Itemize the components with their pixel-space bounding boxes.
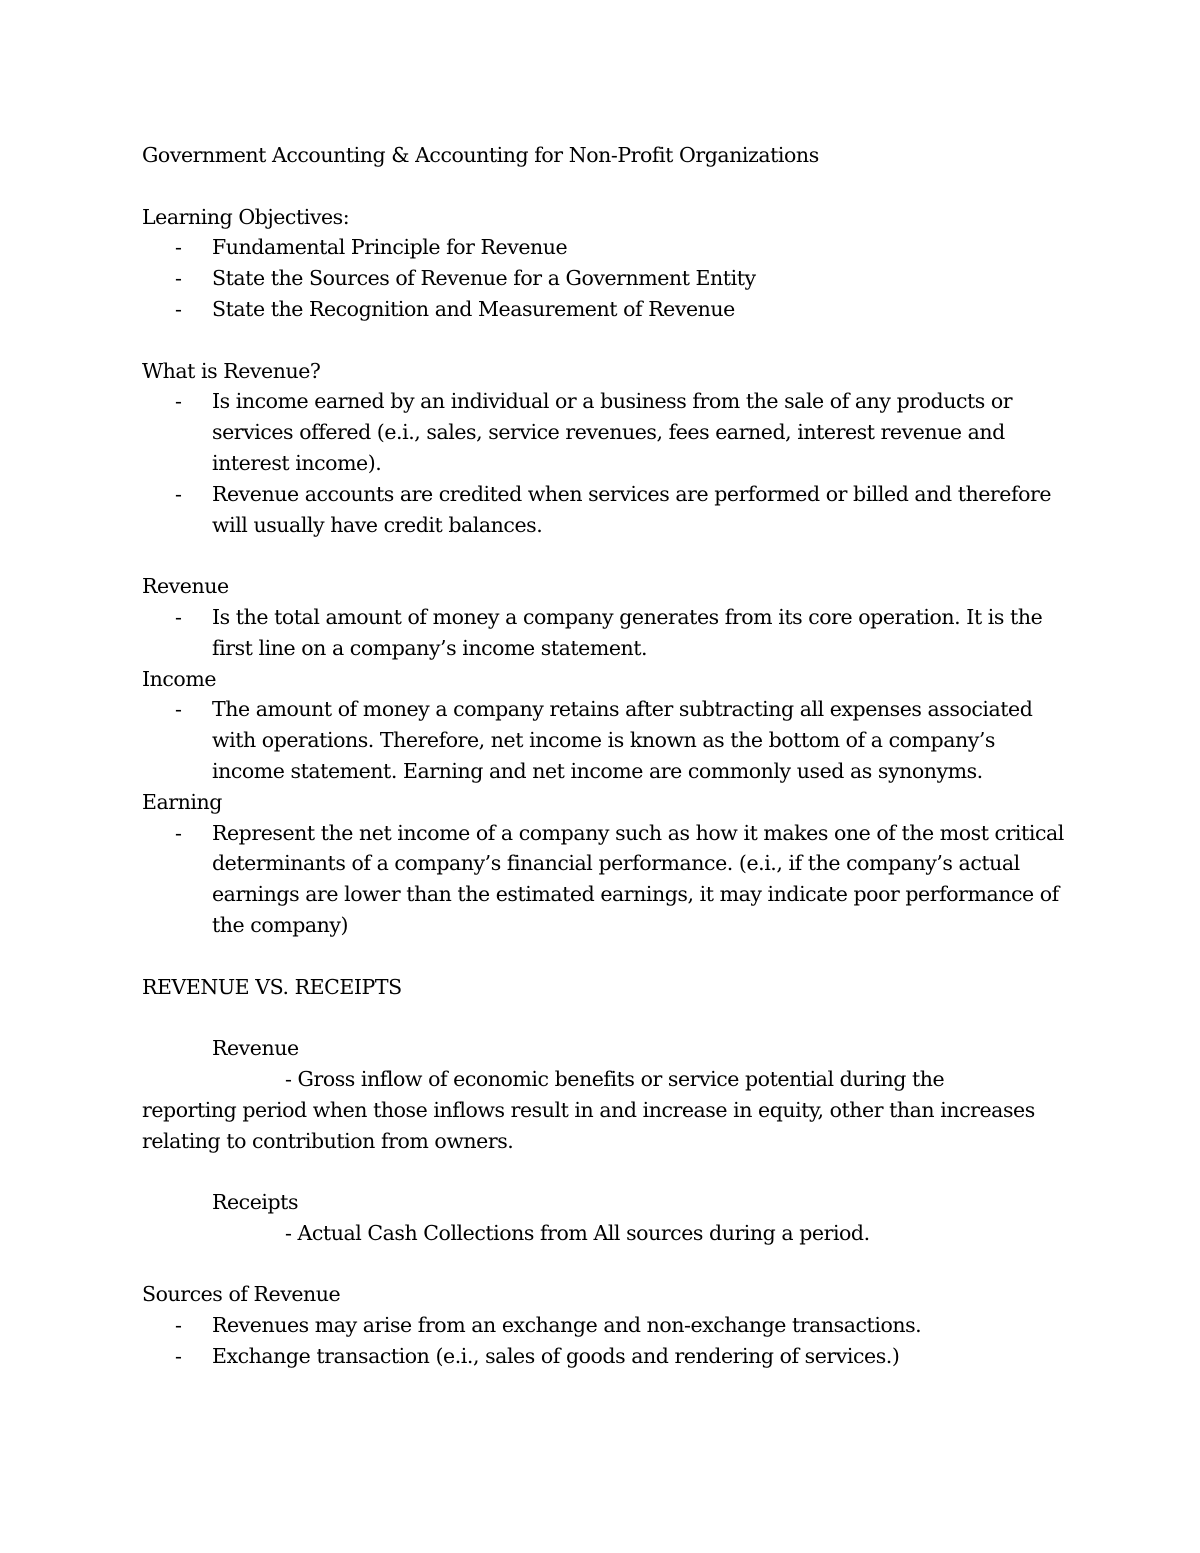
dash-bullet: - xyxy=(175,1344,182,1369)
spacer xyxy=(142,941,1072,972)
list-item-text: Revenues may arise from an exchange and non-exchange transactions. xyxy=(212,1313,922,1338)
sources-list xyxy=(142,1310,1072,1372)
dash-bullet: - xyxy=(175,481,182,506)
spacer xyxy=(142,1156,1072,1187)
income-heading: Income xyxy=(142,666,216,691)
list-item-text: State the Recognition and Measurement of Revenue xyxy=(212,296,735,321)
list-item-text: Exchange transaction (e.i., sales of goods and rendering of services.) xyxy=(212,1344,900,1369)
revenue-vs-receipts-heading: REVENUE VS. RECEIPTS xyxy=(142,974,402,999)
revenue-label: Revenue xyxy=(212,1036,299,1061)
income-list xyxy=(142,694,1072,786)
list-item-text: Is income earned by an individual or a business from the sale of any products or services offered (e.i., sales, service revenues, fees earned, interest revenue and interest income). xyxy=(212,389,1013,475)
revenue-heading: Revenue xyxy=(142,574,229,599)
list-item-text: The amount of money a company retains after subtracting all expenses associated with operations. Therefore, net income is known as the bottom of a company’s income statement. Earning and net income are commonly used as synonyms. xyxy=(212,697,1033,783)
document-title: Government Accounting & Accounting for Non-Profit Organizations xyxy=(142,143,819,167)
revenue-definition-first-line: - Gross inflow of economic benefits or service potential during the xyxy=(285,1066,945,1091)
dash-bullet: - xyxy=(175,266,182,291)
dash-bullet: - xyxy=(175,604,182,629)
list-item xyxy=(142,263,1072,294)
sources-heading: Sources of Revenue xyxy=(142,1282,341,1307)
list-item xyxy=(142,602,1072,664)
spacer xyxy=(142,540,1072,571)
objectives-heading: Learning Objectives: xyxy=(142,204,350,229)
list-item xyxy=(142,1341,1072,1372)
list-item xyxy=(142,294,1072,325)
receipts-definition: - Actual Cash Collections from All sources during a period. xyxy=(285,1220,870,1245)
revenue-definition-rest: reporting period when those inflows result in and increase in equity, other than increases relating to contribution from owners. xyxy=(142,1097,1035,1153)
list-item xyxy=(142,694,1072,786)
list-item xyxy=(142,232,1072,263)
what-is-revenue-list xyxy=(142,386,1072,540)
list-item-text: Fundamental Principle for Revenue xyxy=(212,235,568,260)
spacer xyxy=(142,1249,1072,1280)
list-item xyxy=(142,818,1072,941)
list-item-text: State the Sources of Revenue for a Government Entity xyxy=(212,266,756,291)
dash-bullet: - xyxy=(175,697,182,722)
list-item-text: Is the total amount of money a company generates from its core operation. It is the first line on a company’s income statement. xyxy=(212,604,1043,660)
list-item xyxy=(142,386,1072,478)
revenue-list xyxy=(142,602,1072,664)
spacer xyxy=(142,171,1072,202)
spacer xyxy=(142,1002,1072,1033)
dash-bullet: - xyxy=(175,296,182,321)
list-item xyxy=(142,479,1072,541)
list-item-text: Revenue accounts are credited when services are performed or billed and therefore will usually have credit balances. xyxy=(212,481,1052,537)
what-is-revenue-heading: What is Revenue? xyxy=(142,358,321,383)
dash-bullet: - xyxy=(175,235,182,260)
earning-list xyxy=(142,818,1072,941)
receipts-label: Receipts xyxy=(212,1190,299,1215)
dash-bullet: - xyxy=(175,820,182,845)
dash-bullet: - xyxy=(175,1313,182,1338)
document-body xyxy=(142,140,1072,1372)
objectives-list xyxy=(142,232,1072,324)
spacer xyxy=(142,325,1072,356)
list-item xyxy=(142,1310,1072,1341)
list-item-text: Represent the net income of a company such as how it makes one of the most critical determinants of a company’s financial performance. (e.i., if the company’s actual earnings are lower than the estimated earnings, it may indicate poor performance of the company) xyxy=(212,820,1064,937)
dash-bullet: - xyxy=(175,389,182,414)
earning-heading: Earning xyxy=(142,789,222,814)
